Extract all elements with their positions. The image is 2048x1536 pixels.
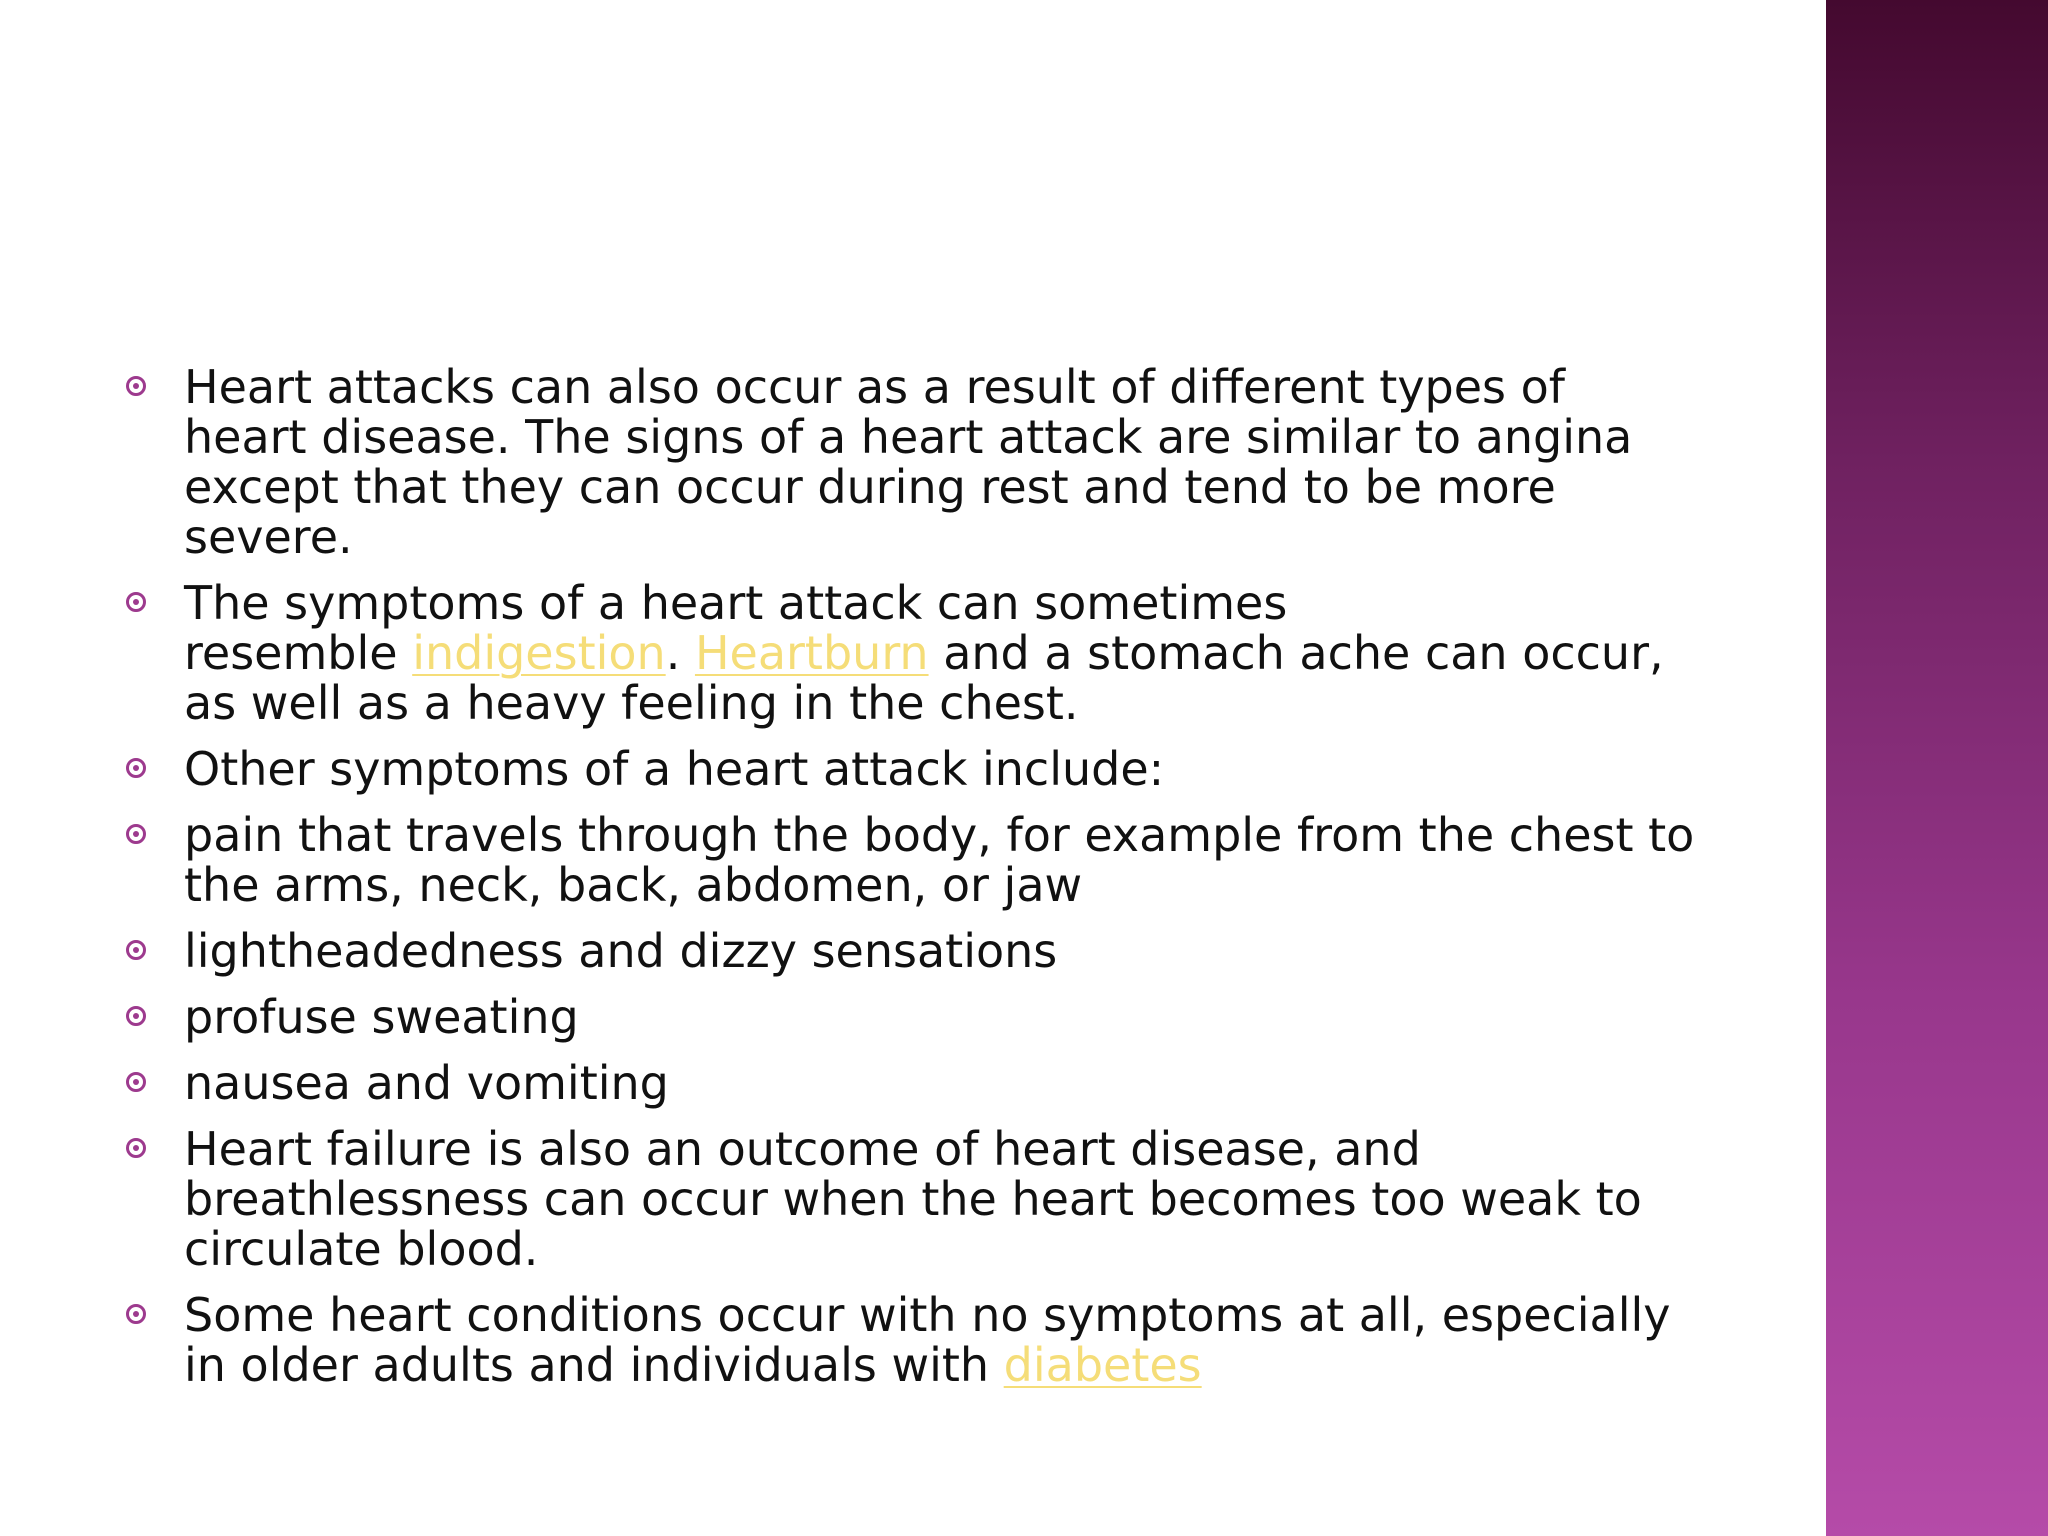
bullet-text-line: nausea and vomiting xyxy=(184,1056,669,1110)
bullet-no-symptoms xyxy=(0,1290,1760,1390)
bullet-lightheadedness xyxy=(0,926,1760,976)
bullet-text-segment: in older adults and individuals with xyxy=(184,1338,1004,1392)
bullet-point-icon xyxy=(126,824,146,844)
bullet-text-line: Some heart conditions occur with no symptoms at all, especially xyxy=(184,1288,1671,1342)
bullet-point-icon xyxy=(126,376,146,396)
bullet-pain-travels xyxy=(0,810,1760,910)
bullet-point-icon xyxy=(126,940,146,960)
bullet-point-icon xyxy=(126,758,146,778)
bullet-text-line: breathlessness can occur when the heart becomes too weak to xyxy=(184,1172,1642,1226)
bullet-text-line: lightheadedness and dizzy sensations xyxy=(184,924,1058,978)
bullet-text-line: Heart attacks can also occur as a result of different types of xyxy=(184,360,1565,414)
bullet-other-symptoms xyxy=(0,744,1760,794)
bullet-text-line: except that they can occur during rest and tend to be more xyxy=(184,460,1556,514)
bullet-text-segment: and a stomach ache can occur, xyxy=(928,626,1664,680)
bullet-text-segment: . xyxy=(665,626,695,680)
bullet-text-line: profuse sweating xyxy=(184,990,579,1044)
bullet-text-segment: resemble xyxy=(184,626,413,680)
bullet-text-line: heart disease. The signs of a heart attack are similar to angina xyxy=(184,410,1633,464)
bullet-point-icon xyxy=(126,1304,146,1324)
diabetes-link[interactable]: diabetes xyxy=(1003,1338,1202,1392)
bullet-text-line: Heart failure is also an outcome of heart disease, and xyxy=(184,1122,1421,1176)
bullet-text-line: Other symptoms of a heart attack include: xyxy=(184,742,1165,796)
bullet-symptoms-indigestion xyxy=(0,578,1760,728)
bullet-sweating xyxy=(0,992,1760,1042)
bullet-text-line: as well as a heavy feeling in the chest. xyxy=(184,676,1079,730)
bullet-point-icon xyxy=(126,1138,146,1158)
bullet-text-line: The symptoms of a heart attack can sometimes xyxy=(184,576,1288,630)
bullet-point-icon xyxy=(126,592,146,612)
bullet-point-icon xyxy=(126,1072,146,1092)
indigestion-link[interactable]: indigestion xyxy=(412,626,666,680)
bullet-heart-attacks xyxy=(0,362,1760,562)
bullet-text-line: the arms, neck, back, abdomen, or jaw xyxy=(184,858,1083,912)
bullet-nausea xyxy=(0,1058,1760,1108)
decorative-side-band xyxy=(1826,0,2048,1536)
bullet-point-icon xyxy=(126,1006,146,1026)
bullet-heart-failure xyxy=(0,1124,1760,1274)
bullet-text-line xyxy=(184,1340,1760,1390)
heartburn-link[interactable]: Heartburn xyxy=(694,626,929,680)
bullet-text-line: pain that travels through the body, for example from the chest to xyxy=(184,808,1695,862)
bullet-text-line xyxy=(184,628,1760,678)
bullet-text-line: severe. xyxy=(184,510,353,564)
bullet-text-line: circulate blood. xyxy=(184,1222,539,1276)
bullet-list xyxy=(0,362,1760,1406)
